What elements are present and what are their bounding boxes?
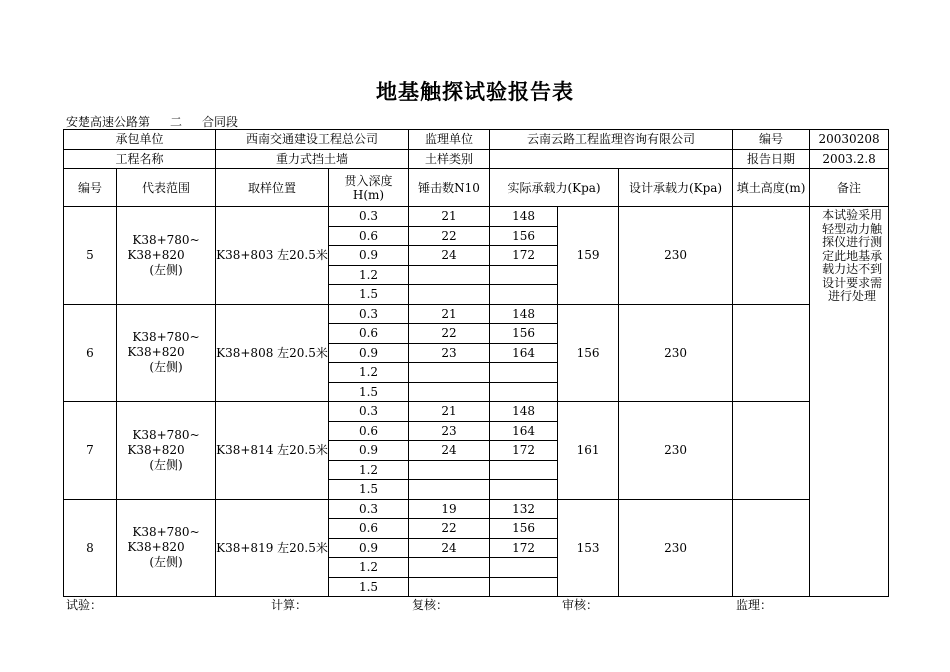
range-line: K38+820: [127, 442, 185, 457]
bearing-value-cell: 148: [490, 304, 558, 324]
range-line: (左侧): [149, 262, 183, 277]
bearing-value-cell: [490, 363, 558, 383]
col-actual: 实际承载力(Kpa): [490, 169, 619, 207]
blows-cell: [409, 382, 490, 402]
depth-cell: 1.5: [329, 577, 409, 597]
group-range: [117, 402, 216, 500]
fill-height: [733, 499, 810, 597]
group-range: [117, 499, 216, 597]
bearing-value-cell: 148: [490, 402, 558, 422]
supervisor-value: 云南云路工程监理咨询有限公司: [490, 130, 733, 150]
range-line: K38+820: [127, 345, 185, 360]
design-bearing: 230: [619, 499, 733, 597]
group-number: 8: [64, 499, 117, 597]
bearing-value-cell: 156: [490, 226, 558, 246]
bearing-value-cell: [490, 382, 558, 402]
bearing-value-cell: [490, 460, 558, 480]
actual-bearing: 153: [558, 499, 619, 597]
bearing-value-cell: 172: [490, 441, 558, 461]
bearing-value-cell: [490, 265, 558, 285]
depth-cell: 0.6: [329, 324, 409, 344]
contractor-label: 承包单位: [64, 130, 216, 150]
design-bearing: 230: [619, 304, 733, 402]
calc-signature: 计算：: [271, 598, 308, 612]
depth-cell: 0.6: [329, 226, 409, 246]
depth-cell: 0.3: [329, 207, 409, 227]
blows-cell: 24: [409, 441, 490, 461]
table-row: [64, 402, 889, 422]
blows-cell: 23: [409, 343, 490, 363]
bearing-value-cell: [490, 558, 558, 578]
report-table: [63, 129, 889, 597]
sample-location: K38+814 左20.5米: [216, 402, 329, 500]
blows-cell: [409, 285, 490, 305]
bearing-value-cell: 172: [490, 538, 558, 558]
project-suffix: 合同段: [202, 115, 239, 129]
sample-location: K38+808 左20.5米: [216, 304, 329, 402]
blows-cell: [409, 480, 490, 500]
date-value: 2003.2.8: [810, 149, 889, 169]
depth-cell: 0.9: [329, 538, 409, 558]
group-number: 6: [64, 304, 117, 402]
col-no: 编号: [64, 169, 117, 207]
depth-cell: 0.9: [329, 343, 409, 363]
project-value: 重力式挡土墙: [216, 149, 409, 169]
test-signature: 试验：: [66, 598, 103, 612]
number-label: 编号: [733, 130, 810, 150]
group-range: [117, 304, 216, 402]
blows-cell: 21: [409, 402, 490, 422]
col-design: 设计承载力(Kpa): [619, 169, 733, 207]
range-line: K38+780~: [132, 330, 200, 345]
bearing-value-cell: 164: [490, 343, 558, 363]
blows-cell: [409, 363, 490, 383]
depth-cell: 0.3: [329, 402, 409, 422]
bearing-value-cell: [490, 577, 558, 597]
blows-cell: 22: [409, 226, 490, 246]
range-line: K38+780~: [132, 525, 200, 540]
project-line: [66, 113, 238, 130]
review-signature: 复核：: [412, 598, 449, 612]
contractor-value: 西南交通建设工程总公司: [216, 130, 409, 150]
soil-value: [490, 149, 733, 169]
depth-cell: 1.2: [329, 460, 409, 480]
group-range: [117, 207, 216, 305]
depth-cell: 1.5: [329, 382, 409, 402]
design-bearing: 230: [619, 207, 733, 305]
actual-bearing: 161: [558, 402, 619, 500]
range-line: K38+780~: [132, 427, 200, 442]
blows-cell: 22: [409, 519, 490, 539]
table-row: [64, 499, 889, 519]
page-title: 地基触探试验报告表: [376, 79, 574, 104]
bearing-value-cell: 164: [490, 421, 558, 441]
group-number: 5: [64, 207, 117, 305]
col-range: 代表范围: [117, 169, 216, 207]
col-location: 取样位置: [216, 169, 329, 207]
blows-cell: 19: [409, 499, 490, 519]
depth-cell: 0.9: [329, 441, 409, 461]
remark-text: 本试验采用轻型动力触探仪进行测定此地基承载力达不到设计要求需进行处理: [810, 207, 889, 597]
blows-cell: [409, 558, 490, 578]
supervise-signature: 监理：: [736, 598, 773, 612]
depth-cell: 1.2: [329, 363, 409, 383]
table-row: [64, 304, 889, 324]
range-line: (左侧): [149, 360, 183, 375]
group-number: 7: [64, 402, 117, 500]
bearing-value-cell: 156: [490, 519, 558, 539]
blows-cell: [409, 577, 490, 597]
col-depth: 贯入深度H(m): [329, 169, 409, 207]
range-line: K38+780~: [132, 232, 200, 247]
blows-cell: 24: [409, 538, 490, 558]
blows-cell: [409, 460, 490, 480]
depth-cell: 1.5: [329, 285, 409, 305]
depth-cell: 0.6: [329, 519, 409, 539]
col-blows: 锤击数N10: [409, 169, 490, 207]
bearing-value-cell: 148: [490, 207, 558, 227]
bearing-value-cell: 132: [490, 499, 558, 519]
range-line: (左侧): [149, 457, 183, 472]
col-fill: 填土高度(m): [733, 169, 810, 207]
range-line: K38+820: [127, 247, 185, 262]
blows-cell: 23: [409, 421, 490, 441]
depth-cell: 0.3: [329, 304, 409, 324]
bearing-value-cell: 172: [490, 246, 558, 266]
section-number: 二: [150, 116, 202, 130]
audit-signature: 审核：: [562, 598, 599, 612]
blows-cell: 21: [409, 207, 490, 227]
table-row: [64, 207, 889, 227]
fill-height: [733, 402, 810, 500]
range-line: (左侧): [149, 555, 183, 570]
bearing-value-cell: [490, 480, 558, 500]
bearing-value-cell: 156: [490, 324, 558, 344]
depth-cell: 1.5: [329, 480, 409, 500]
col-remark: 备注: [810, 169, 889, 207]
project-label: 工程名称: [64, 149, 216, 169]
supervisor-label: 监理单位: [409, 130, 490, 150]
blows-cell: 21: [409, 304, 490, 324]
actual-bearing: 159: [558, 207, 619, 305]
fill-height: [733, 304, 810, 402]
sample-location: K38+803 左20.5米: [216, 207, 329, 305]
fill-height: [733, 207, 810, 305]
soil-label: 土样类别: [409, 149, 490, 169]
date-label: 报告日期: [733, 149, 810, 169]
bearing-value-cell: [490, 285, 558, 305]
depth-cell: 1.2: [329, 265, 409, 285]
actual-bearing: 156: [558, 304, 619, 402]
depth-cell: 0.6: [329, 421, 409, 441]
project-prefix: 安楚高速公路第: [66, 115, 151, 129]
depth-cell: 0.3: [329, 499, 409, 519]
blows-cell: 24: [409, 246, 490, 266]
depth-cell: 0.9: [329, 246, 409, 266]
depth-cell: 1.2: [329, 558, 409, 578]
blows-cell: 22: [409, 324, 490, 344]
blows-cell: [409, 265, 490, 285]
sample-location: K38+819 左20.5米: [216, 499, 329, 597]
design-bearing: 230: [619, 402, 733, 500]
range-line: K38+820: [127, 540, 185, 555]
number-value: 20030208: [810, 130, 889, 150]
